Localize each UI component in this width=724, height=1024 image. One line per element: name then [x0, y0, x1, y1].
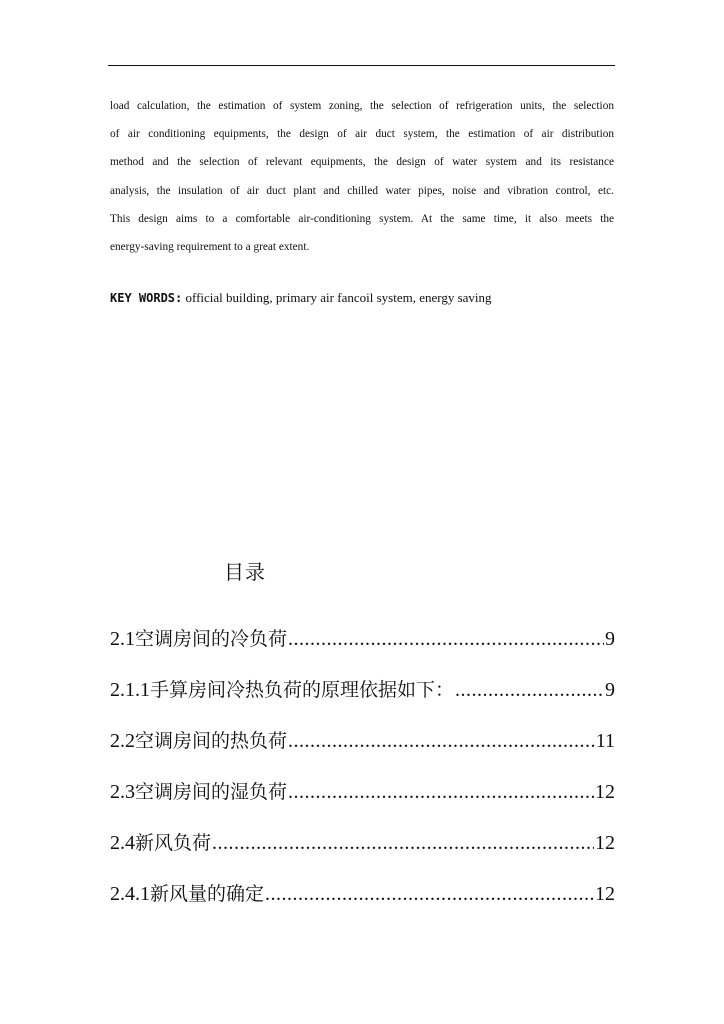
toc-entry-page: 9	[605, 679, 615, 701]
toc-leader-dots	[455, 679, 604, 702]
toc-entry-title: 空调房间的冷负荷	[135, 628, 288, 650]
toc-entry-number: 2.1.1	[110, 679, 150, 701]
toc-leader-dots	[288, 628, 604, 651]
toc-entry-title: 新风负荷	[135, 832, 212, 854]
toc-entry-number: 2.2	[110, 730, 135, 752]
abstract-line: load calculation, the estimation of system zoning, the selection of refrigeration units, the selection	[110, 100, 614, 112]
table-of-contents	[110, 624, 615, 930]
header-rule	[108, 65, 615, 66]
abstract-line: This design aims to a comfortable air-conditioning system. At the same time, it also meets the	[110, 212, 614, 225]
toc-entry[interactable]	[110, 777, 615, 828]
keywords-label: KEY WORDS:	[110, 291, 183, 305]
toc-entry-number: 2.4	[110, 832, 135, 854]
toc-entry[interactable]	[110, 675, 615, 726]
abstract-line: analysis, the insulation of air duct plant and chilled water pipes, noise and vibration control, etc.	[110, 184, 614, 197]
abstract-paragraph	[110, 92, 614, 261]
abstract-line: of air conditioning equipments, the design of air duct system, the estimation of air distribution	[110, 128, 614, 141]
toc-entry-page: 11	[595, 730, 615, 752]
keywords	[110, 290, 492, 306]
abstract-line: method and the selection of relevant equipments, the design of water system and its resistance	[110, 156, 614, 169]
toc-entry-title: 空调房间的湿负荷	[135, 781, 288, 803]
toc-leader-dots	[288, 781, 594, 804]
toc-entry-title: 新风量的确定	[150, 883, 265, 905]
toc-entry[interactable]	[110, 879, 615, 930]
toc-entry[interactable]	[110, 828, 615, 879]
toc-entry-number: 2.3	[110, 781, 135, 803]
toc-title: 目录	[224, 560, 266, 584]
toc-entry-page: 9	[605, 628, 615, 650]
toc-entry-page: 12	[595, 781, 615, 803]
abstract-line: energy-saving requirement to a great extent.	[110, 240, 310, 253]
toc-entry-title: 手算房间冷热负荷的原理依据如下：	[150, 679, 455, 701]
toc-entry[interactable]	[110, 726, 615, 777]
toc-leader-dots	[212, 832, 594, 855]
toc-leader-dots	[288, 730, 595, 753]
toc-entry-page: 12	[595, 883, 615, 905]
toc-entry-number: 2.1	[110, 628, 135, 650]
toc-entry-page: 12	[595, 832, 615, 854]
toc-entry[interactable]	[110, 624, 615, 675]
toc-entry-number: 2.4.1	[110, 883, 150, 905]
toc-leader-dots	[265, 883, 594, 906]
toc-entry-title: 空调房间的热负荷	[135, 730, 288, 752]
keywords-text: official building, primary air fancoil system, energy saving	[185, 290, 492, 305]
